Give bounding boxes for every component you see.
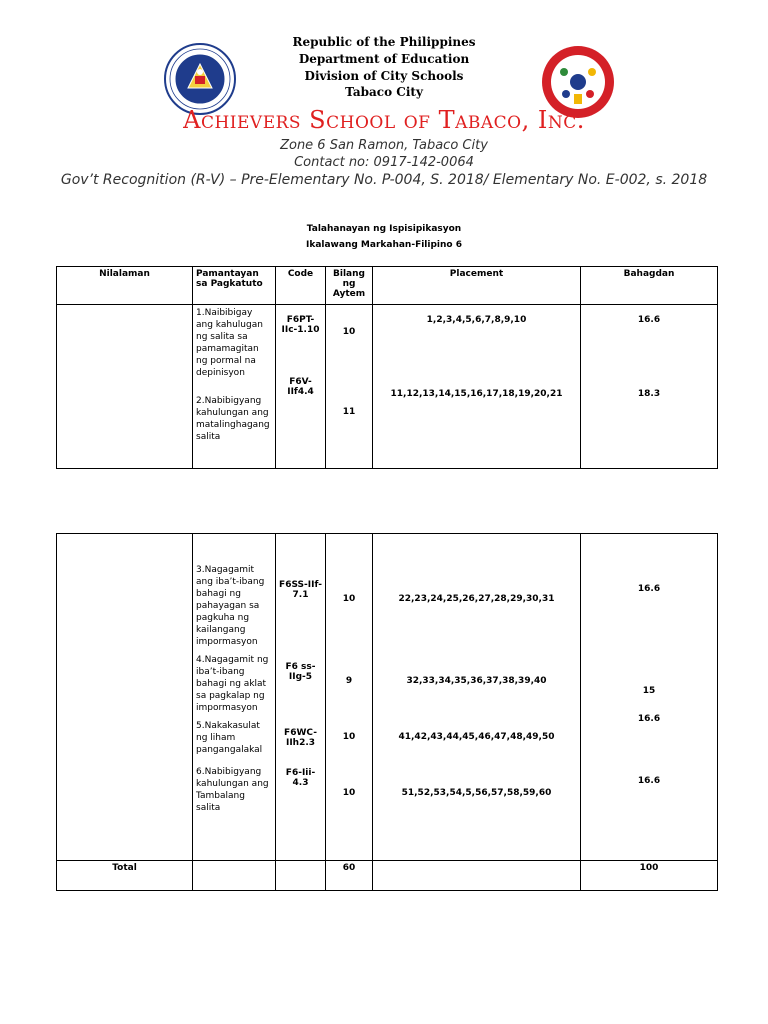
percent-3: 16.6 <box>637 584 661 594</box>
placement-1: 1,2,3,4,5,6,7,8,9,10 <box>426 315 527 325</box>
header-pamantayan: Pamantayan sa Pagkatuto <box>193 267 276 305</box>
nilalaman-cell <box>57 534 193 861</box>
percent-4: 15 <box>642 686 656 696</box>
header-bilang: Bilang ng Aytem <box>326 267 373 305</box>
total-row <box>57 861 718 891</box>
doc-subtitle: Ikalawang Markahan-Filipino 6 <box>305 240 462 250</box>
total-empty-3 <box>373 861 581 891</box>
code-5: F6WC-IIh2.3 <box>284 728 317 748</box>
specification-table-part2 <box>56 533 718 891</box>
placement-3: 22,23,24,25,26,27,28,29,30,31 <box>398 594 555 604</box>
header-bahagdan: Bahagdan <box>581 267 718 305</box>
competency-1: 1.Naibibigay ang kahulugan ng salita sa pamamagitan ng pormal na depinisyon <box>196 308 263 378</box>
percent-cell <box>581 534 718 861</box>
school-contact: Contact no: 0917-142-0064 <box>294 155 474 170</box>
code-4: F6 ss-IIg-5 <box>285 662 316 682</box>
competency-4: 4.Nagagamit ng iba’t-ibang bahagi ng aklat sa pagkalap ng impormasyon <box>196 655 269 713</box>
total-empty-2 <box>276 861 326 891</box>
code-1: F6PT-IIc-1.10 <box>281 315 320 335</box>
items-2: 11 <box>342 407 356 417</box>
items-4: 9 <box>345 676 353 686</box>
placement-2: 11,12,13,14,15,16,17,18,19,20,21 <box>390 389 563 399</box>
header-division: Division of City Schools <box>304 69 464 83</box>
competency-2: 2.Nabibigyang kahulungan ang matalinghagang salita <box>196 396 270 442</box>
items-1: 10 <box>342 327 356 337</box>
competency-cell <box>193 534 276 861</box>
items-cell <box>326 305 373 469</box>
placement-4: 32,33,34,35,36,37,38,39,40 <box>406 676 547 686</box>
code-2: F6V-IIf4.4 <box>287 377 314 397</box>
school-address: Zone 6 San Ramon, Tabaco City <box>280 138 488 153</box>
percent-5: 16.6 <box>637 714 661 724</box>
table-row <box>57 305 718 469</box>
placement-5: 41,42,43,44,45,46,47,48,49,50 <box>398 732 555 742</box>
specification-table-part1 <box>56 266 718 469</box>
competency-3: 3.Nagagamit ang iba’t-ibang bahagi ng pahayagan sa pagkuha ng kailangang impormasyon <box>196 565 265 647</box>
header-nilalaman: Nilalaman <box>57 267 193 305</box>
percent-6: 16.6 <box>637 776 661 786</box>
govt-recognition: Gov’t Recognition (R-V) – Pre-Elementary No. P-004, S. 2018/ Elementary No. E-002, s. 2018 <box>60 172 708 188</box>
code-cell <box>276 305 326 469</box>
competency-5: 5.Nakakasulat ng liham pangangalakal <box>196 721 263 755</box>
placement-cell <box>373 534 581 861</box>
total-empty-1 <box>193 861 276 891</box>
items-cell <box>326 534 373 861</box>
total-percent: 100 <box>581 861 718 891</box>
items-3: 10 <box>342 594 356 604</box>
header-city: Tabaco City <box>345 85 423 99</box>
header-department: Department of Education <box>298 52 470 66</box>
header-republic: Republic of the Philippines <box>292 35 476 49</box>
items-5: 10 <box>342 732 356 742</box>
percent-2: 18.3 <box>637 389 661 399</box>
table-header-row <box>57 267 718 305</box>
doc-title: Talahanayan ng Ispisipikasyon <box>306 224 462 234</box>
placement-6: 51,52,53,54,5,56,57,58,59,60 <box>401 788 552 798</box>
competency-6: 6.Nabibigyang kahulungan ang Tambalang salita <box>196 767 269 813</box>
total-items: 60 <box>326 861 373 891</box>
placement-cell <box>373 305 581 469</box>
school-name: Achievers School of Tabaco, Inc. <box>183 106 585 134</box>
code-6: F6-Iii-4.3 <box>285 768 316 788</box>
percent-cell <box>581 305 718 469</box>
total-label: Total <box>57 861 193 891</box>
items-6: 10 <box>342 788 356 798</box>
code-cell <box>276 534 326 861</box>
header-placement: Placement <box>373 267 581 305</box>
header-code: Code <box>276 267 326 305</box>
code-3: F6SS-IIf-7.1 <box>279 580 322 600</box>
percent-1: 16.6 <box>637 315 661 325</box>
table-row <box>57 534 718 861</box>
nilalaman-cell <box>57 305 193 469</box>
competency-cell <box>193 305 276 469</box>
